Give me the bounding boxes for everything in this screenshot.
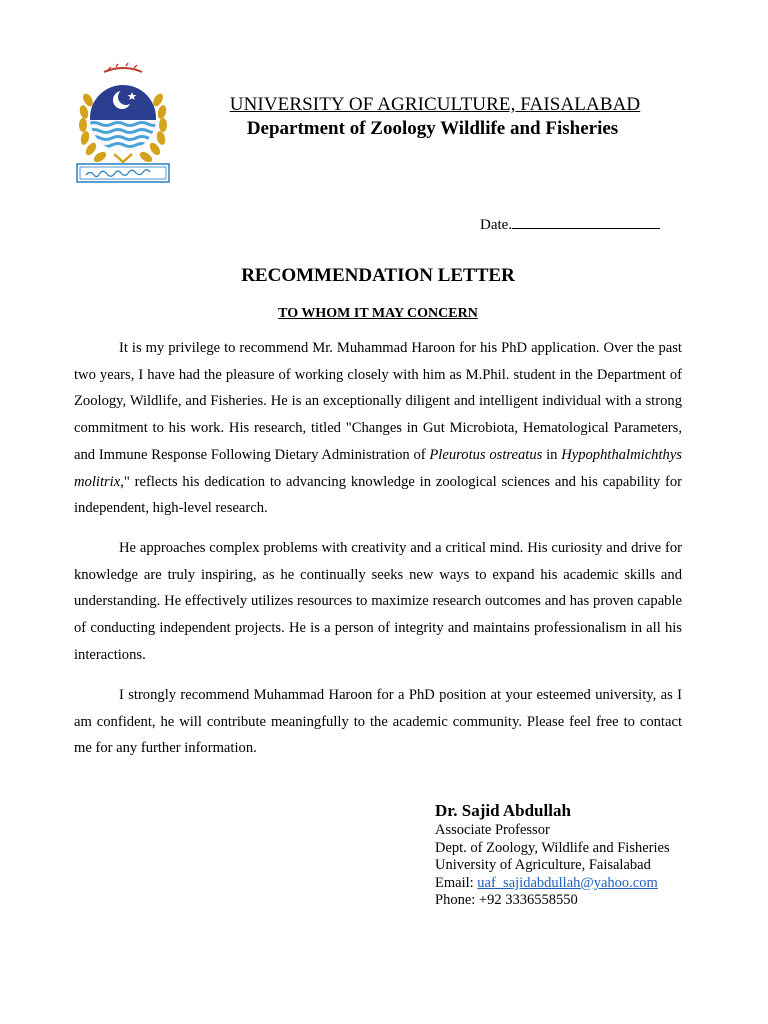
species-name-pleurotus: Pleurotus ostreatus [429, 446, 543, 463]
date-blank-line [512, 214, 660, 229]
email-link[interactable]: uaf_sajidabdullah@yahoo.com [477, 874, 658, 891]
signatory-email-line [435, 875, 670, 893]
signatory-department: Dept. of Zoology, Wildlife and Fisheries [435, 839, 670, 856]
university-name: UNIVERSITY OF AGRICULTURE, FAISALABAD [229, 94, 641, 115]
signatory-position: Associate Professor [435, 822, 550, 838]
paragraph-3: I strongly recommend Muhammad Haroon for a PhD position at your esteemed university, as I am confident, he will contribute meaningfully to the academic community. Please feel free to contact me for any further information. [74, 687, 682, 757]
signatory-university: University of Agriculture, Faisalabad [435, 857, 651, 874]
paragraph-1-text-c: ," reflects his dedication to advancing knowledge in zoological sciences and his capability for independent, high-level research. [74, 473, 682, 517]
date-field [480, 214, 660, 234]
date-label: Date. [480, 217, 513, 233]
paragraph-1-text-a: It is my privilege to recommend Mr. Muhammad Haroon for his PhD application. Over the past two years, I have had the pleasure of working closely with him as M.Phil. student in the Department of Zoology, Wildlife, and Fisheries. He is an exceptionally diligent and intelligent individual with a strong commitment to his work. His research, titled "Changes in Gut Microbiota, Hematological Parameters, and Immune Response Following Dietary Administration of [74, 340, 682, 463]
species-name-hypophthalmichthys: Hypophthalmichthys molitrix [74, 446, 682, 490]
university-crest-icon [74, 62, 172, 186]
signatory-name: Dr. Sajid Abdullah [435, 801, 571, 820]
paragraph-2: He approaches complex problems with creativity and a critical mind. His curiosity and drive for knowledge are truly inspiring, as he continually seeks new ways to expand his academic skills and understanding. He effectively utilizes resources to maximize research outcomes and has proven capable of conducting independent projects. He is a person of integrity and maintains professionalism in all his interactions. [74, 540, 682, 663]
signatory-phone: Phone: +92 3336558550 [435, 892, 578, 909]
signature-block [435, 800, 670, 910]
salutation: TO WHOM IT MAY CONCERN [278, 306, 478, 321]
paragraph-1 [74, 335, 682, 522]
paragraph-1-text-b: in [542, 446, 562, 463]
letter-title: RECOMMENDATION LETTER [241, 265, 515, 286]
department-name: Department of Zoology Wildlife and Fisheries [246, 118, 619, 139]
email-label: Email: [435, 874, 478, 891]
